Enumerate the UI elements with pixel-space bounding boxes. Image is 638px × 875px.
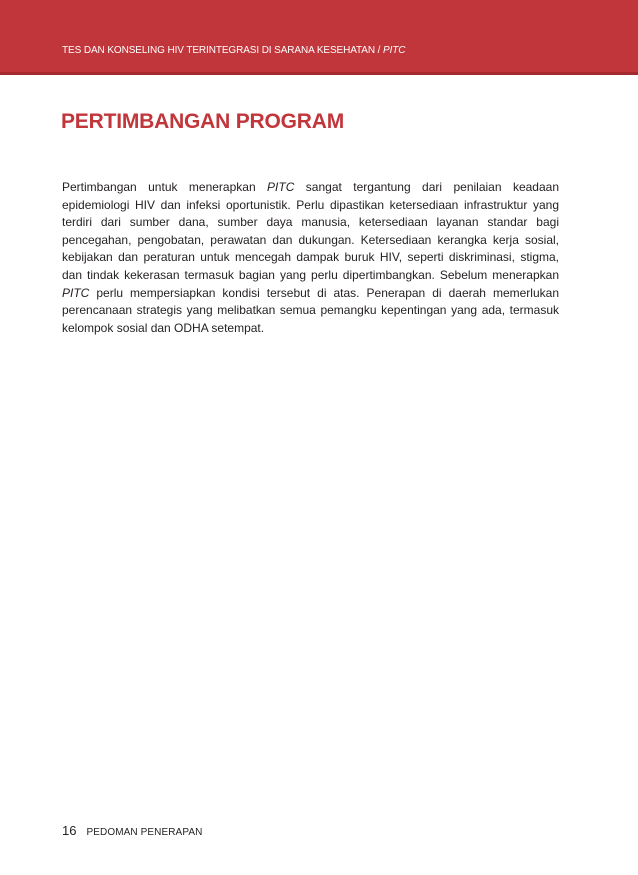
paragraph-text-3: perlu mempersiapkan kondisi tersebut di atas. Penerapan di daerah memerlukan perencanaan strategis yang melibatkan semua pemangku kepentingan yang ada, termasuk kelompok sosial dan ODHA setempat. bbox=[62, 285, 559, 335]
paragraph-italic-2: PITC bbox=[62, 285, 90, 300]
body-paragraph bbox=[62, 179, 559, 337]
page-number: 16 bbox=[62, 823, 77, 838]
paragraph-text-1: Pertimbangan untuk menerapkan bbox=[62, 180, 268, 194]
footer-book-title: PEDOMAN PENERAPAN bbox=[86, 827, 203, 838]
section-heading: PERTIMBANGAN PROGRAM bbox=[61, 110, 344, 133]
running-title bbox=[62, 45, 405, 56]
running-title-text: TES DAN KONSELING HIV TERINTEGRASI DI SARANA KESEHATAN / bbox=[62, 45, 384, 56]
paragraph-text-2: sangat tergantung dari penilaian keadaan epidemiologi HIV dan infeksi oportunistik. Perlu dipastikan ketersediaan infrastruktur yang terdiri dari sumber dana, sumber daya manusia, ketersediaan layanan standar bagi pencegahan, pengobatan, perawatan dan dukungan. Ketersediaan kerangka kerja sosial, kebijakan dan peraturan untuk mencegah dampak buruk HIV, seperti diskriminasi, stigma, dan tindak kekerasan termasuk bagian yang perlu dipertimbangkan. Sebelum menerapkan bbox=[62, 180, 559, 282]
header-band bbox=[0, 0, 638, 75]
page-footer bbox=[62, 822, 202, 840]
paragraph-italic-1: PITC bbox=[267, 180, 295, 194]
running-title-italic: PITC bbox=[383, 45, 406, 56]
